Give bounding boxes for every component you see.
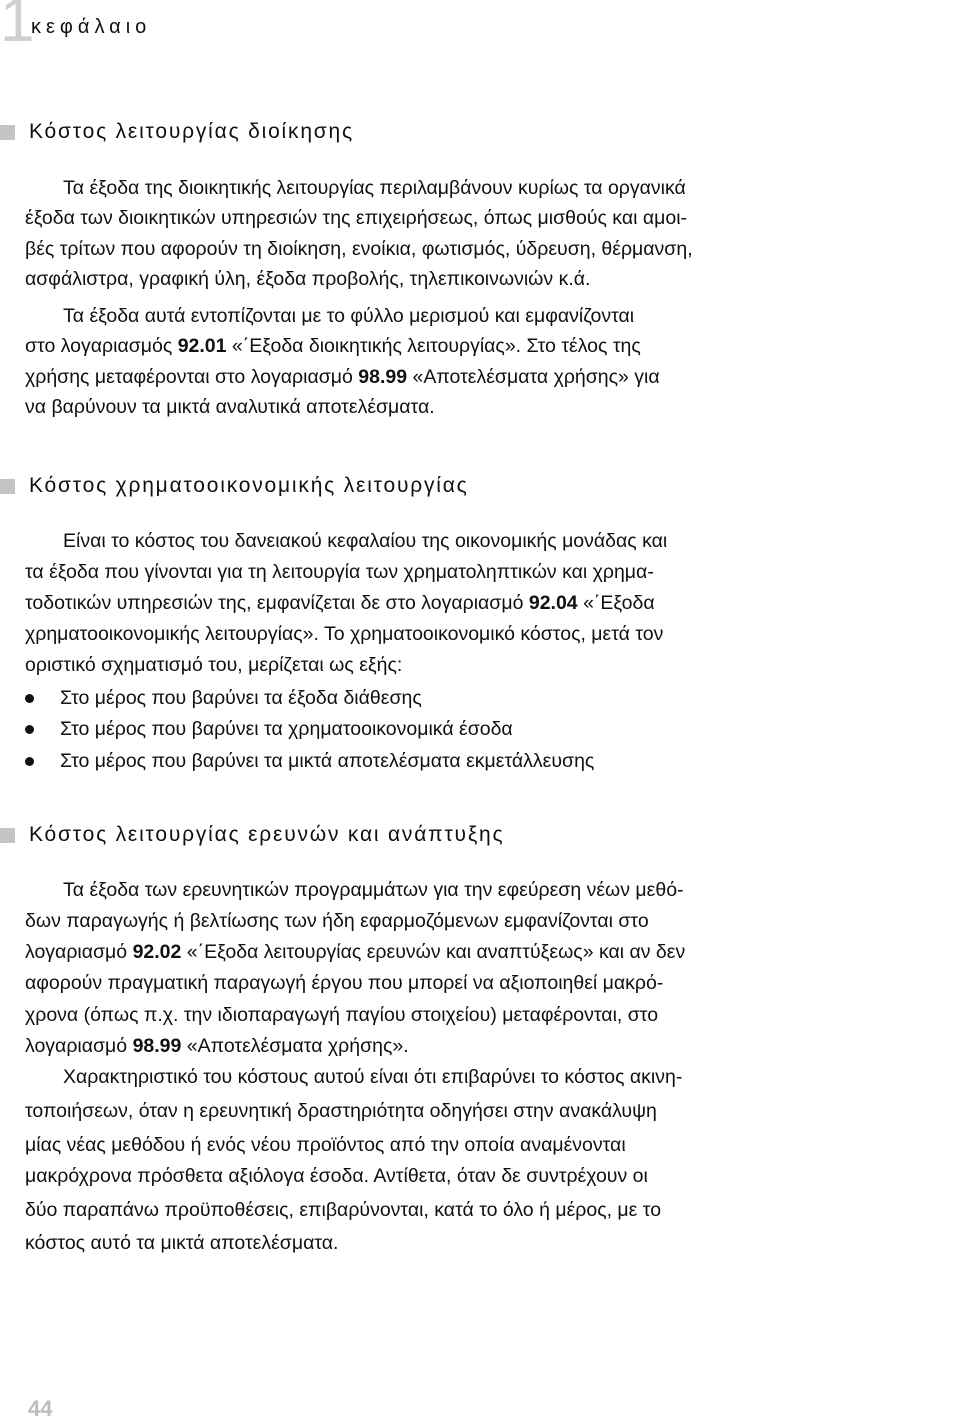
paragraph-line: Είναι το κόστος του δανειακού κεφαλαίου της οικονομικής μονάδας και bbox=[63, 530, 668, 552]
chapter-header bbox=[0, 0, 960, 56]
section-heading-research bbox=[0, 820, 504, 850]
account-code: 92.02 bbox=[132, 941, 182, 963]
paragraph-line: ασφάλιστρα, γραφική ύλη, έξοδα προβολής, τηλεπικοινωνιών κ.ά. bbox=[25, 268, 591, 290]
paragraph-line: χρονα (όπως π.χ. την ιδιοπαραγωγή παγίου στοιχείου) μεταφέρονται, στο bbox=[25, 1004, 659, 1026]
account-code: 98.99 bbox=[132, 1035, 182, 1057]
paragraph-line: λογαριασμό 92.02 «΄Εξοδα λειτουργίας ερευνών και αναπτύξεως» και αν δεν bbox=[25, 941, 686, 963]
account-code: 92.04 bbox=[528, 592, 578, 614]
chapter-label: κεφάλαιο bbox=[31, 16, 152, 38]
paragraph-line: τα έξοδα που γίνονται για τη λειτουργία των χρηματοληπτικών και χρημα- bbox=[25, 561, 654, 583]
paragraph-line: τοδοτικών υπηρεσιών της, εμφανίζεται δε στο λογαριασμό 92.04 «΄Εξοδα bbox=[25, 592, 655, 614]
bullet-icon bbox=[25, 725, 34, 734]
paragraph-line: Τα έξοδα αυτά εντοπίζονται με το φύλλο μερισμού και εμφανίζονται bbox=[63, 305, 635, 327]
list-item-text: Στο μέρος που βαρύνει τα χρηματοοικονομικά έσοδα bbox=[60, 718, 513, 740]
paragraph-line: τοποιήσεων, όταν η ερευνητική δραστηριότητα οδηγήσει στην ανακάλυψη bbox=[25, 1100, 657, 1122]
paragraph-line: Τα έξοδα της διοικητικής λειτουργίας περιλαμβάνουν κυρίως τα οργανικά bbox=[63, 177, 686, 199]
paragraph-line: Χαρακτηριστικό του κόστους αυτού είναι ότι επιβαρύνει το κόστος ακινη- bbox=[63, 1066, 683, 1088]
paragraph-line: χρήσης μεταφέρονται στο λογαριασμό 98.99 «Αποτελέσματα χρήσης» για bbox=[25, 366, 660, 388]
bullet-icon bbox=[25, 694, 34, 703]
list-item-text: Στο μέρος που βαρύνει τα μικτά αποτελέσματα εκμετάλλευσης bbox=[60, 750, 595, 772]
bullet-icon bbox=[25, 757, 34, 766]
section-square-icon bbox=[0, 479, 15, 494]
list-item bbox=[25, 689, 422, 709]
section-title: Κόστος λειτουργίας ερευνών και ανάπτυξης bbox=[29, 823, 505, 846]
paragraph-line: χρηματοοικονομικής λειτουργίας». Το χρηματοοικονομικό κόστος, μετά τον bbox=[25, 623, 664, 645]
paragraph-line: κόστος αυτό τα μικτά αποτελέσματα. bbox=[25, 1232, 339, 1254]
list-item-text: Στο μέρος που βαρύνει τα έξοδα διάθεσης bbox=[60, 687, 422, 709]
paragraph-line: να βαρύνουν τα μικτά αναλυτικά αποτελέσματα. bbox=[25, 396, 435, 418]
list-item bbox=[25, 752, 594, 772]
paragraph-line: μίας νέας μεθόδου ή ενός νέου προϊόντος από την οποία αναμένονται bbox=[25, 1134, 626, 1156]
paragraph-line: λογαριασμό 98.99 «Αποτελέσματα χρήσης». bbox=[25, 1035, 409, 1057]
list-item bbox=[25, 720, 513, 740]
page-number: 44 bbox=[28, 1396, 53, 1421]
paragraph-line: οριστικό σχηματισμό του, μερίζεται ως εξής: bbox=[25, 654, 403, 676]
section-title: Κόστος χρηματοοικονομικής λειτουργίας bbox=[29, 474, 469, 497]
section-square-icon bbox=[0, 125, 15, 140]
paragraph-line: αφορούν πραγματική παραγωγή έργου που μπορεί να αξιοποιηθεί μακρό- bbox=[25, 972, 664, 994]
paragraph-line: μακρόχρονα πρόσθετα αξιόλογα έσοδα. Αντίθετα, όταν δε συντρέχουν οι bbox=[25, 1165, 648, 1187]
section-title: Κόστος λειτουργίας διοίκησης bbox=[29, 120, 354, 143]
paragraph-line: βές τρίτων που αφορούν τη διοίκηση, ενοίκια, φωτισμός, ύδρευση, θέρμανση, bbox=[25, 238, 693, 260]
section-heading-financial bbox=[0, 471, 469, 501]
section-heading-administration bbox=[0, 117, 354, 147]
account-code: 98.99 bbox=[358, 366, 408, 388]
chapter-number: 1 bbox=[0, 0, 35, 55]
paragraph-line: στο λογαριασμός 92.01 «΄Εξοδα διοικητικής λειτουργίας». Στο τέλος της bbox=[25, 335, 641, 357]
account-code: 92.01 bbox=[177, 335, 227, 357]
paragraph-line: δύο παραπάνω προϋποθέσεις, επιβαρύνονται, κατά το όλο ή μέρος, με το bbox=[25, 1199, 662, 1221]
paragraph-line: έξοδα των διοικητικών υπηρεσιών της επιχειρήσεως, όπως μισθούς και αμοι- bbox=[25, 207, 688, 229]
section-square-icon bbox=[0, 828, 15, 843]
paragraph-line: Τα έξοδα των ερευνητικών προγραμμάτων για την εφεύρεση νέων μεθό- bbox=[63, 879, 684, 901]
paragraph-line: δων παραγωγής ή βελτίωσης των ήδη εφαρμοζόμενων εμφανίζονται στο bbox=[25, 910, 649, 932]
